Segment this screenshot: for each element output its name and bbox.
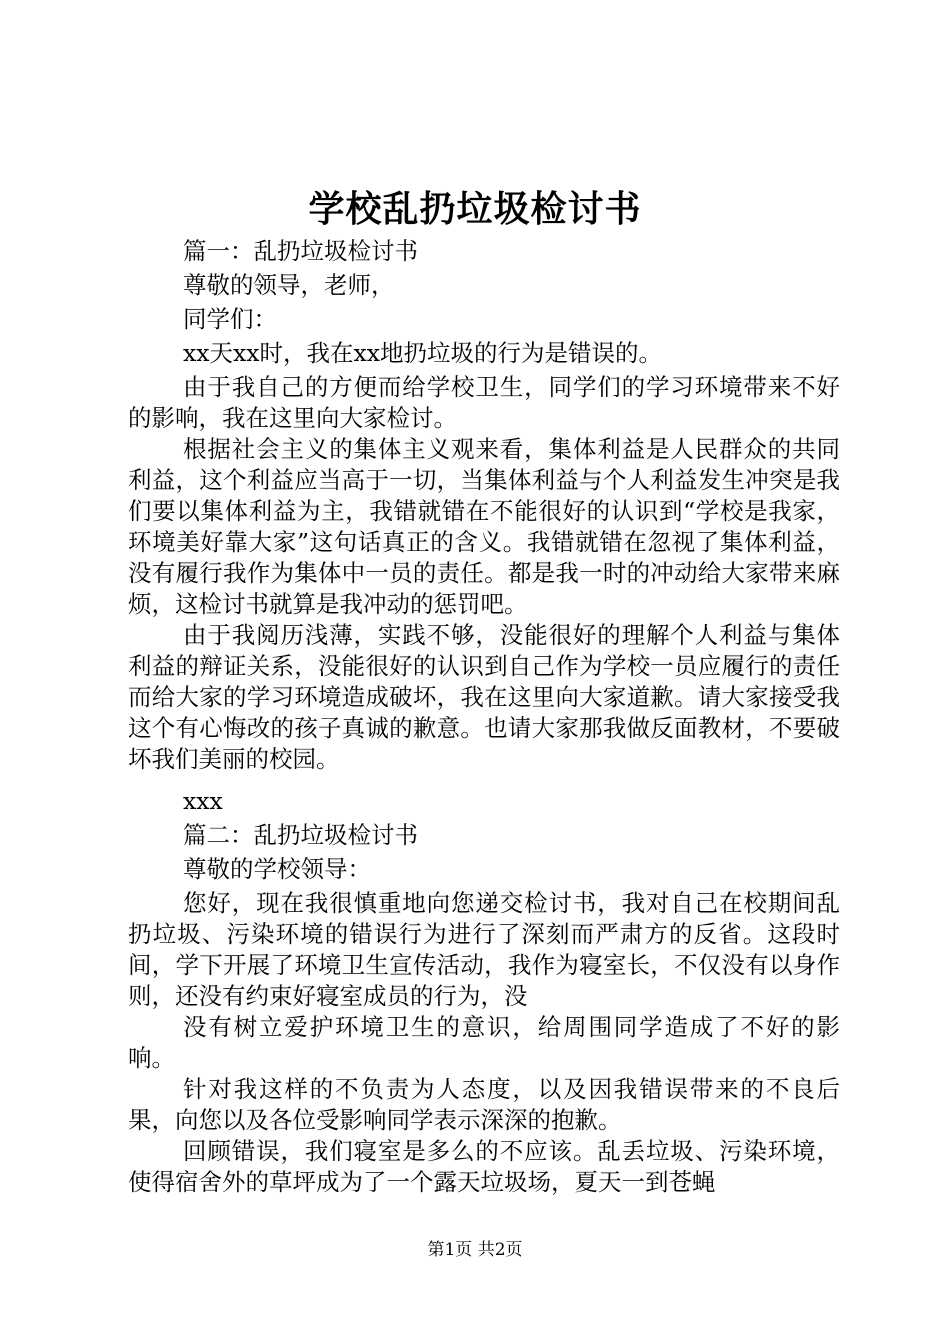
salutation-line-1: 尊敬的领导，老师， bbox=[183, 271, 395, 299]
paragraph: 由于我阅历浅薄，实践不够，没能很好的理解个人利益与集体利益的辩证关系，没能很好的认识到自己作为学校一员应履行的责任而给大家的学习环境造成破坏，我在这里向大家道歉。请大家接受我这个有心悔改的孩子真诚的歉意。也请大家那我做反面教材，不要破坏我们美丽的校园。 bbox=[128, 621, 840, 773]
paragraph: 您好，现在我很慎重地向您递交检讨书，我对自己在校期间乱扔垃圾、污染环境的错误行为进行了深刻而严肃方的反省。这段时间，学下开展了环境卫生宣传活动，我作为寝室长，不仅没有以身作则，还没有约束好寝室成员的行为，没 bbox=[128, 889, 840, 1010]
signature: xxx bbox=[183, 787, 223, 815]
paragraph: 针对我这样的不负责为人态度，以及因我错误带来的不良后果，向您以及各位受影响同学表示深深的抱歉。 bbox=[128, 1075, 840, 1134]
paragraph: 没有树立爱护环境卫生的意识，给周围同学造成了不好的影响。 bbox=[128, 1013, 840, 1072]
section-heading-1: 篇一：乱扔垃圾检讨书 bbox=[183, 237, 418, 265]
salutation-line: 尊敬的学校领导： bbox=[183, 855, 371, 883]
paragraph: xx天xx时，我在xx地扔垃圾的行为是错误的。 bbox=[183, 339, 663, 367]
salutation-line-2: 同学们： bbox=[183, 305, 277, 333]
document-title: 学校乱扔垃圾检讨书 bbox=[308, 188, 642, 230]
section-heading-2: 篇二：乱扔垃圾检讨书 bbox=[183, 821, 418, 849]
paragraph: 由于我自己的方便而给学校卫生，同学们的学习环境带来不好的影响，我在这里向大家检讨。 bbox=[128, 373, 840, 432]
document-body bbox=[128, 236, 840, 1198]
page-footer: 第1页 共2页 bbox=[427, 1240, 523, 1260]
paragraph: 回顾错误，我们寝室是多么的不应该。乱丢垃圾、污染环境，使得宿舍外的草坪成为了一个露天垃圾场，夏天一到苍蝇 bbox=[128, 1137, 840, 1196]
paragraph: 根据社会主义的集体主义观来看，集体利益是人民群众的共同利益，这个利益应当高于一切，当集体利益与个人利益发生冲突是我们要以集体利益为主，我错就错在不能很好的认识到“学校是我家，环境美好靠大家”这句话真正的含义。我错就错在忽视了集体利益，没有履行我作为集体中一员的责任。都是我一时的冲动给大家带来麻烦，这检讨书就算是我冲动的惩罚吧。 bbox=[128, 435, 840, 618]
